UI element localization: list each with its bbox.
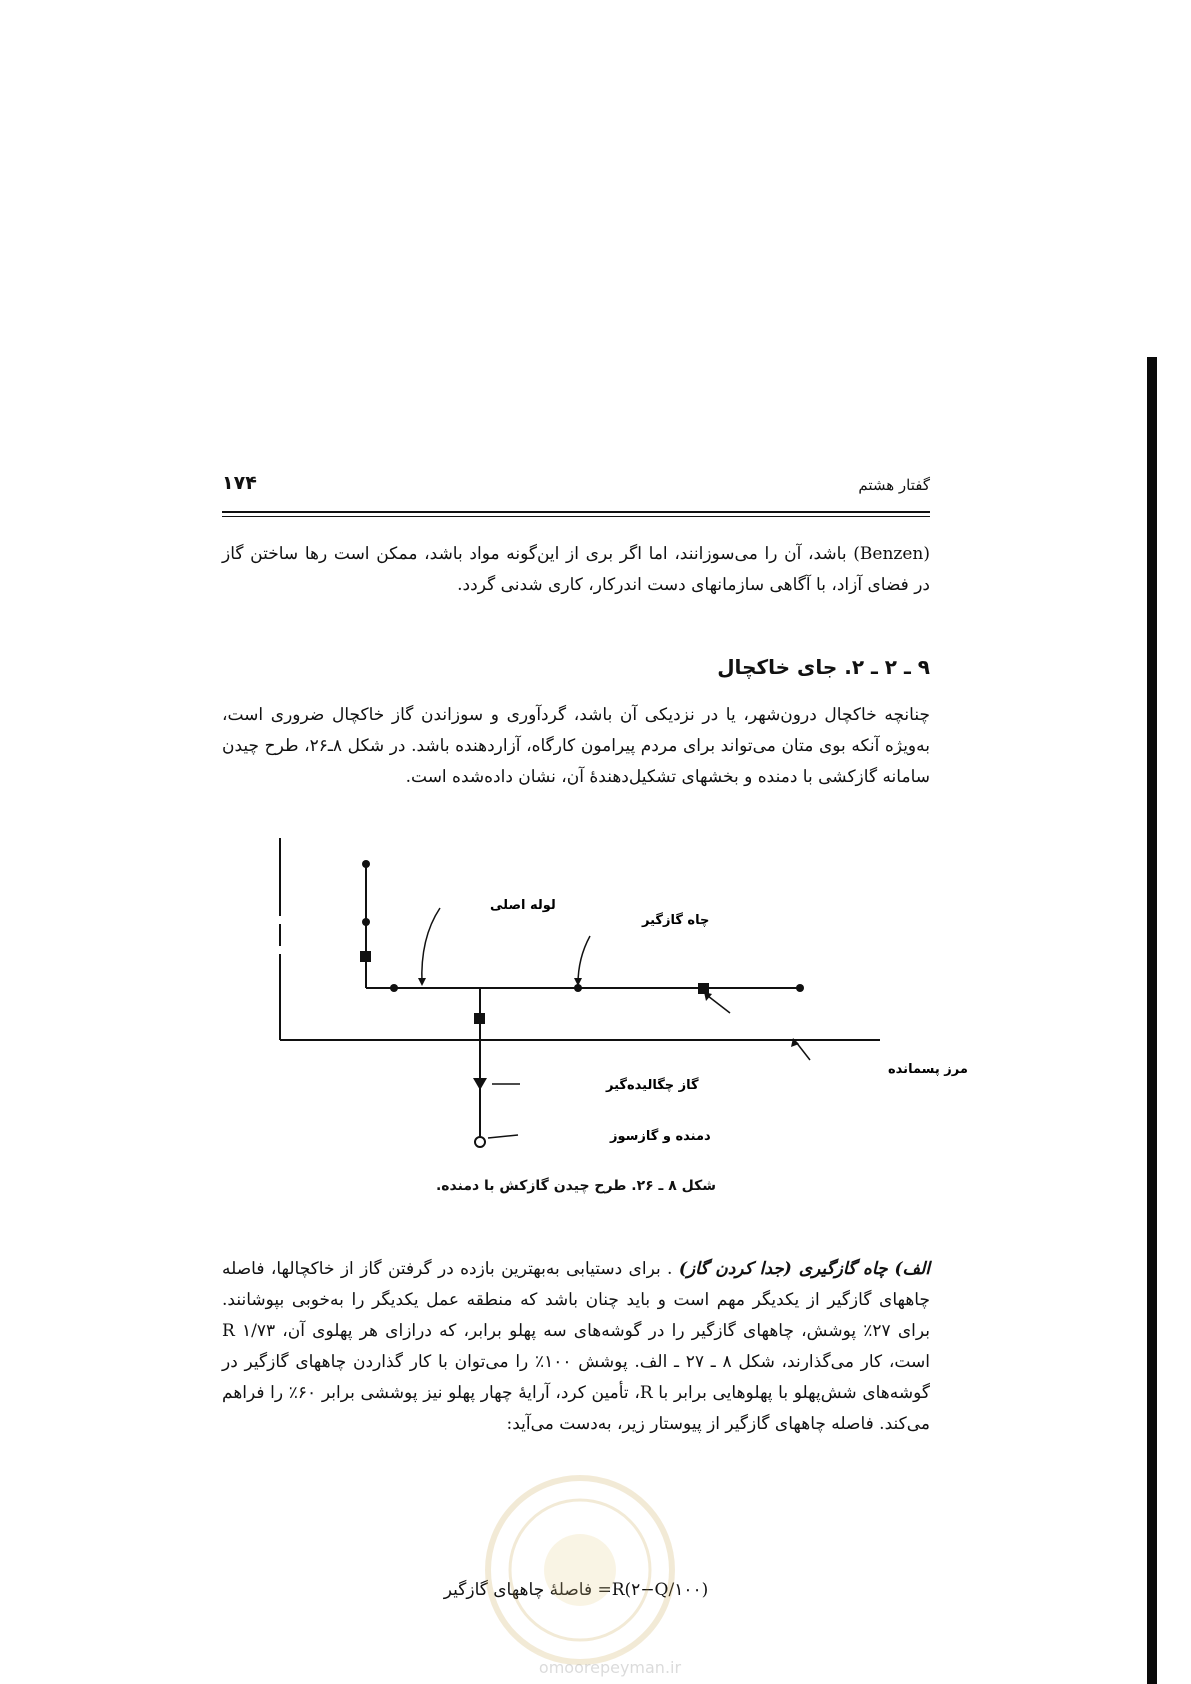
pointer-gas-well-head [574, 978, 582, 986]
pointer-boundary [796, 1042, 810, 1060]
chapter-title: گفتار هشتم [858, 476, 930, 494]
label-boundary: مرز پسمانده [888, 1062, 968, 1077]
label-condensate-trap: گاز چگالیده‌گیر [606, 1078, 699, 1093]
leader-blower [488, 1135, 518, 1138]
gas-collection-diagram [270, 838, 968, 1148]
label-blower: دمنده و گازسوز [610, 1129, 711, 1144]
running-head [222, 472, 930, 506]
header-rule [222, 511, 930, 513]
pointer-gas-well [578, 936, 590, 984]
publisher-seal-watermark [480, 1470, 680, 1670]
paragraph-khakchal: چنانچه خاکچال درون‌شهر، یا در نزدیکی آن باشد، گردآوری و سوزاندن گاز خاکچال ضروری است، به‌ویژه آنکه بوی متان می‌تواند برای مردم پیرامون کارگاه، آزاردهنده باشد. در شکل ۸ـ۲۶، طرح چیدن سامانه گازکشی با دمنده و بخشهای تشکیل‌دهندهٔ آن، نشان داده‌شده است. [222, 705, 930, 787]
label-gas-well: چاه گازگیر [642, 913, 710, 928]
well-node [390, 984, 398, 992]
well-spacing-formula: R(۲−Q/۱۰۰)= فاصلهٔ چاههای گازگیر [443, 1580, 709, 1600]
pointer-main-pipe-head [418, 978, 426, 986]
valve-node [360, 951, 371, 962]
page-number: ۱۷۴ [222, 472, 257, 494]
header-rule-thin [222, 516, 930, 517]
site-watermark: omoorepeyman.ir [538, 1658, 682, 1677]
page-edge-bar [1147, 357, 1157, 1684]
well-node [362, 918, 370, 926]
figure-caption: شکل ۸ ـ ۲۶. طرح چیدن گازکش با دمنده. [435, 1178, 717, 1194]
pointer-valve-head [704, 992, 712, 1001]
pointer-main-pipe [422, 908, 440, 984]
paragraph-gas-well-body: . برای دستیابی به‌بهترین بازده در گرفتن گاز از خاکچالها، فاصله چاههای گازگیر از یکدیگر مهم است و باید چنان باشد که منطقه عمل یکدیگر را به‌خوبی بپوشانند. برای ۲۷٪ پوشش، چاههای گازگیر را در گوشه‌های سه پهلو برابر، که درازای هر پهلوی آن، R ۱/۷۳ است، کار می‌گذارند، شکل ۸ ـ ۲۷ ـ الف. پوشش ۱۰۰٪ را می‌توان با کار گذاردن چاههای گازگیر در گوشه‌های شش‌پهلو با پهلوهایی برابر با R، تأمین کرد، آرایهٔ چهار پهلو نیز پوششی برابر ۶۰٪ را فراهم می‌کند. فاصله چاههای گازگیر از پیوستار زیر، به‌دست می‌آید: [222, 1259, 931, 1434]
section-heading: ۹ ـ ۲ ـ ۲. جای خاکچال [717, 655, 930, 679]
well-node [796, 984, 804, 992]
paragraph-gas-well [222, 1254, 930, 1440]
label-main-pipe: لوله اصلی [490, 898, 556, 913]
well-node [362, 860, 370, 868]
paragraph-intro: (Benzen) باشد، آن را می‌سوزانند، اما اگر بری از این‌گونه مواد باشد، ممکن است رها ساختن گاز در فضای آزاد، با آگاهی سازمانهای دست اندرکار، کاری شدنی گردد. [222, 544, 930, 595]
blower-symbol [475, 1137, 485, 1147]
run-in-heading: الف) چاه گازگیری (جدا کردن گاز) [678, 1259, 930, 1279]
valve-node [474, 1013, 485, 1024]
pointer-valve [708, 996, 730, 1013]
valve-node [698, 983, 709, 994]
condensate-trap-symbol [473, 1078, 487, 1090]
